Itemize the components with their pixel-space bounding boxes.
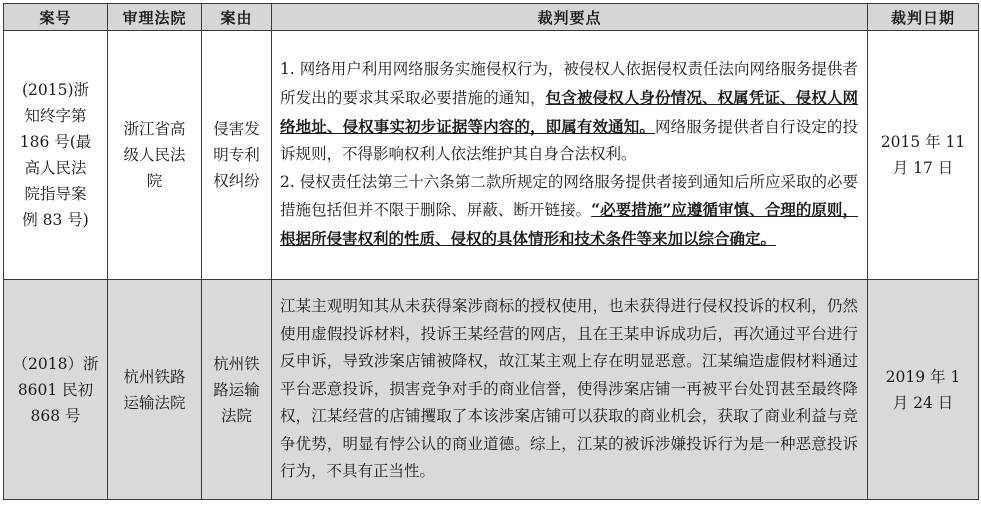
- table-row: [4, 280, 979, 500]
- date-line: 2015 年 11: [880, 133, 966, 151]
- cause-cell: [202, 31, 272, 280]
- court-line: 院: [146, 172, 163, 190]
- point-paragraph-1: [280, 56, 858, 168]
- date-line: 月 17 日: [892, 159, 954, 177]
- date-line: 月 24 日: [892, 393, 954, 412]
- case-no-line: 知终字第: [24, 107, 87, 125]
- court-cell: [108, 31, 202, 280]
- header-row: [4, 4, 979, 31]
- date-cell: [868, 280, 979, 500]
- judgment-table: [3, 3, 979, 500]
- court-line: 级人民法: [123, 146, 186, 164]
- cause-line: 明专利: [213, 146, 260, 164]
- point-emphasis: “必要措施”应遵循审慎、合理的原则，根据所侵害权利的性质、侵权的具体情形和技术条件等来加以综合确定。: [280, 200, 858, 248]
- date-cell: [868, 31, 979, 280]
- case-no-cell: [4, 31, 108, 280]
- point-paragraph: 江某主观明知其从未获得案涉商标的授权使用，也未获得进行侵权投诉的权利，仍然使用虚假投诉材料，投诉王某经营的网店，且在王某申诉成功后，再次通过平台进行反申诉，导致涉案店铺被降权，故江某主观上存在明显恶意。江某编造虚假材料通过平台恶意投诉，损害竞争对手的商业信誉，使得涉案店铺一再被平台处罚甚至最终降权，江某经营的店铺攫取了本该涉案店铺可以获取的商业机会，获取了商业利益与竞争优势，明显有悖公认的商业道德。综上，江某的被诉涉嫌投诉行为是一种恶意投诉行为，不具有正当性。: [280, 296, 858, 481]
- court-line: 运输法院: [123, 393, 186, 412]
- point-emphasis: 包含被侵权人身份情况、权属凭证、侵权人网络地址、侵权事实初步证据等内容的，即属有效通知。: [280, 88, 858, 136]
- case-no-line: 高人民法: [24, 159, 87, 177]
- header-cause: 案由: [202, 4, 272, 31]
- case-no-line: 院指导案: [24, 185, 87, 203]
- court-line: 杭州铁路: [123, 367, 186, 386]
- cause-line: 路运输: [213, 380, 260, 399]
- case-no-line: 例 83 号): [22, 211, 89, 229]
- point-text: 1. 网络用户利用网络服务实施侵权行为，被侵权人依据侵权责任法向网络服务提供者所发出的要求其采取必要措施的通知，: [280, 60, 858, 108]
- point-text: 2. 侵权责任法第三十六条第二款所规定的网络服务提供者接到通知后所应采取的必要措施包括但并不限于删除、屏蔽、断开链接。: [280, 172, 858, 220]
- case-no-line: 186 号(最: [19, 133, 92, 151]
- court-cell: [108, 280, 202, 500]
- cause-line: 侵害发: [213, 120, 260, 138]
- points-cell: [272, 280, 868, 500]
- header-court: 审理法院: [108, 4, 202, 31]
- court-line: 浙江省高: [123, 120, 186, 138]
- header-case-no: 案号: [4, 4, 108, 31]
- point-text: 网络服务提供者自行设定的投诉规则，不得影响权利人依法维护其自身合法权利。: [280, 117, 858, 164]
- case-no-line: (2015)浙: [21, 81, 90, 99]
- header-date: 裁判日期: [868, 4, 979, 31]
- date-line: 2019 年 1: [885, 367, 961, 386]
- case-no-line: 8601 民初: [17, 380, 94, 399]
- point-paragraph-2: [280, 169, 858, 254]
- cause-cell: [202, 280, 272, 500]
- header-points: 裁判要点: [272, 4, 868, 31]
- table-row: [4, 31, 979, 280]
- case-no-line: （2018）浙: [12, 354, 99, 373]
- points-cell: [272, 31, 868, 280]
- cause-line: 权纠纷: [213, 172, 260, 190]
- case-no-line: 868 号: [30, 406, 81, 425]
- case-no-cell: [4, 280, 108, 500]
- cause-line: 法院: [220, 406, 252, 425]
- cause-line: 杭州铁: [213, 354, 260, 373]
